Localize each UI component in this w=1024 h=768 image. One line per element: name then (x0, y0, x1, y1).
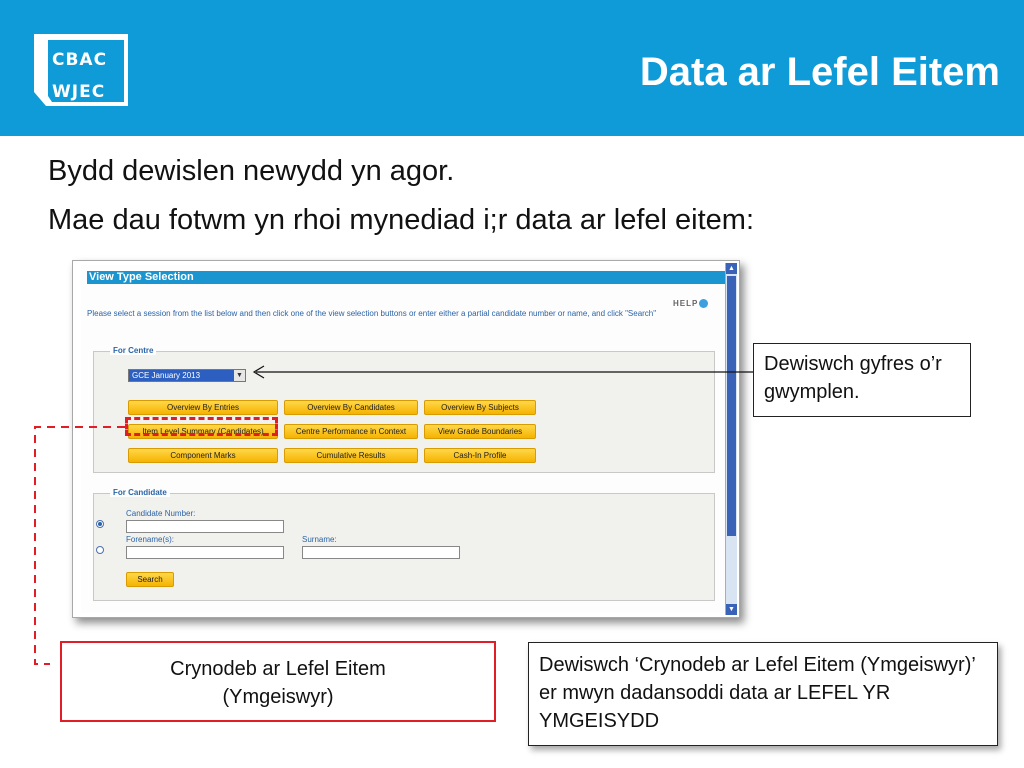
intro-line-2: Mae dau fotwm yn rhoi mynediad i;r data ar lefel eitem: (48, 204, 754, 236)
candidate-number-input[interactable] (126, 520, 284, 533)
chevron-down-icon[interactable]: ▼ (234, 370, 245, 381)
overview-by-candidates-button[interactable]: Overview By Candidates (284, 400, 418, 415)
for-candidate-fieldset (93, 488, 715, 601)
screenshot-content (81, 265, 725, 613)
item-level-summary-callout (60, 641, 496, 722)
candidate-name-radio[interactable] (96, 546, 104, 554)
for-centre-legend: For Centre (110, 346, 156, 355)
forenames-input[interactable] (126, 546, 284, 559)
overview-by-entries-button[interactable]: Overview By Entries (128, 400, 278, 415)
session-select-value: GCE January 2013 (132, 371, 201, 380)
surname-input[interactable] (302, 546, 460, 559)
help-link[interactable] (673, 299, 708, 308)
item-level-highlight (125, 417, 278, 436)
item-level-summary-button[interactable]: Item Level Summary (Candidates) (128, 424, 278, 439)
scrollbar[interactable] (725, 263, 737, 615)
view-type-screenshot (72, 260, 740, 618)
candidate-number-radio[interactable] (96, 520, 104, 528)
callout-crynodeb-line1: Crynodeb ar Lefel Eitem (170, 658, 386, 680)
scroll-thumb[interactable] (727, 276, 736, 536)
help-label: HELP (673, 299, 699, 308)
forenames-label: Forename(s): (126, 535, 175, 544)
logo-text-wjec: WJEC (52, 82, 106, 102)
view-type-description: Please select a session from the list below and then click one of the view selection buttons or enter either a partial candidate number or name, and click "Search" (87, 309, 657, 318)
cumulative-results-button[interactable]: Cumulative Results (284, 448, 418, 463)
for-centre-fieldset (93, 346, 715, 473)
scroll-down-icon[interactable]: ▼ (726, 604, 737, 615)
select-session-callout: Dewiswch gyfres o’r gwymplen. (753, 343, 971, 417)
session-select[interactable] (128, 369, 246, 382)
logo-text-cbac: CBAC (52, 50, 108, 70)
surname-label: Surname: (302, 535, 337, 544)
component-marks-button[interactable]: Component Marks (128, 448, 278, 463)
intro-line-1: Bydd dewislen newydd yn agor. (48, 155, 455, 187)
cash-in-profile-button[interactable]: Cash-In Profile (424, 448, 536, 463)
candidate-number-label: Candidate Number: (126, 509, 196, 518)
overview-by-subjects-button[interactable]: Overview By Subjects (424, 400, 536, 415)
slide-title: Data ar Lefel Eitem (639, 50, 1000, 94)
for-candidate-legend: For Candidate (110, 488, 170, 497)
slide-header (0, 0, 1024, 136)
view-type-title-bar: View Type Selection (87, 271, 725, 284)
search-button[interactable]: Search (126, 572, 174, 587)
centre-performance-button[interactable]: Centre Performance in Context (284, 424, 418, 439)
help-icon (699, 299, 708, 308)
callout-crynodeb-line2: (Ymgeiswyr) (222, 686, 334, 708)
candidate-level-explanation: Dewiswch ‘Crynodeb ar Lefel Eitem (Ymgeiswyr)’ er mwyn dadansoddi data ar LEFEL YR YMGEISYDD (528, 642, 998, 746)
view-grade-boundaries-button[interactable]: View Grade Boundaries (424, 424, 536, 439)
scroll-up-icon[interactable]: ▲ (726, 263, 737, 274)
